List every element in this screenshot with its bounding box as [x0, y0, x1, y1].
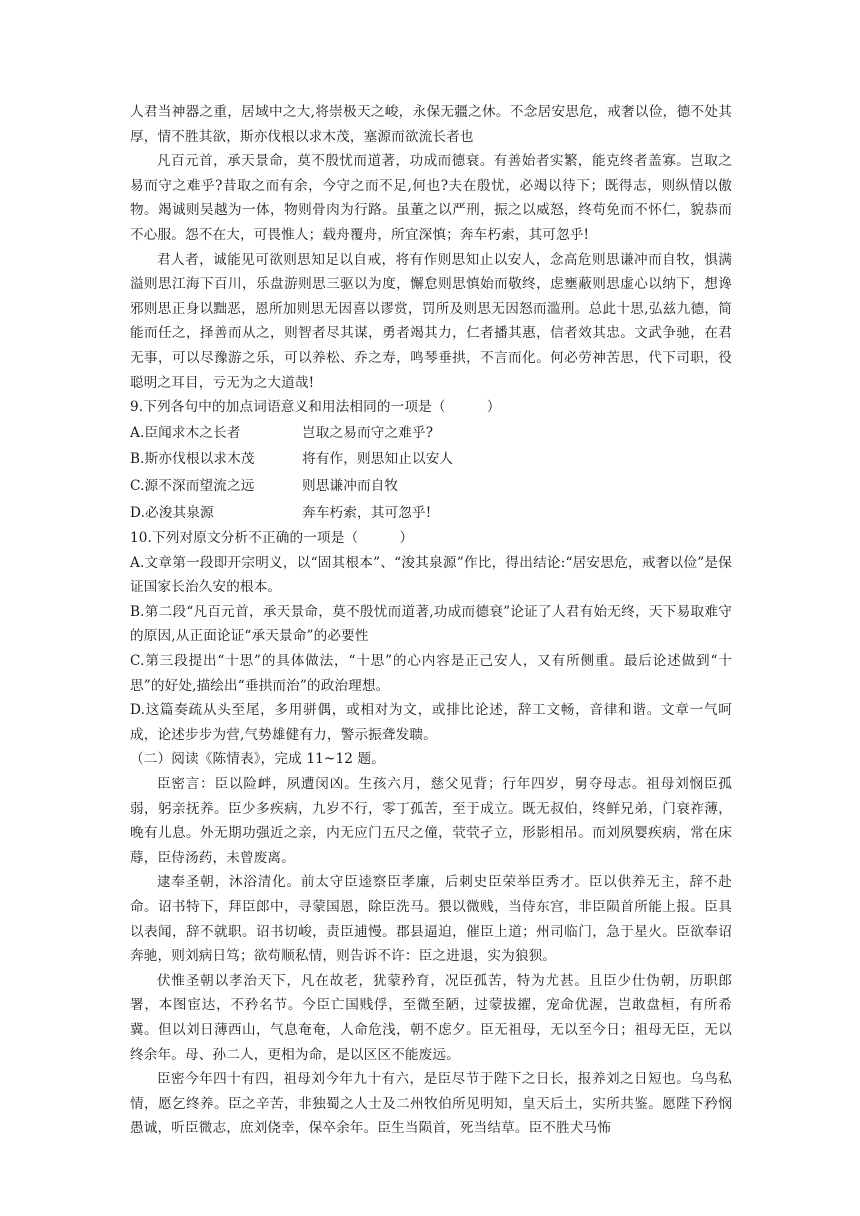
question-10-option-a: A.文章第一段即开宗明义，以“固其根本”、“浚其泉源”作比，得出结论:“居安思危，戒奢以俭”是保证国家长治久安的根本。: [130, 554, 732, 596]
section-2-heading: （二）阅读《陈情表》，完成 11~12 题。: [130, 751, 386, 768]
option-sentence-right: 将有作，则思知止以安人: [302, 451, 454, 468]
option-sentence-left: C.源不深而望流之远: [130, 477, 255, 494]
passage2-paragraph-4: 臣密今年四十有四，祖母刘今年九十有六，是臣尽节于陛下之日长，报养刘之日短也。乌鸟私情，愿乞终养。臣之辛苦，非独蜀之人士及二州牧伯所见明知，皇天后土，实所共鉴。愿陛下矜悯愚诚，听臣微志，庶刘侥幸，保卒余年。臣生当陨首，死当结草。臣不胜犬马怖: [130, 1071, 732, 1137]
option-sentence-right: 岂取之易而守之难乎?: [302, 424, 434, 441]
option-sentence-left: D.必浚其泉源: [130, 504, 214, 521]
question-10-option-c: C.第三段提出“十思”的具体做法，“十思”的心内容是正己安人，又有所侧重。最后论述做到“十思”的好处,描绘出“垂拱而治”的政治理想。: [130, 653, 732, 694]
passage1-paragraph-3: 君人者，诚能见可欲则思知足以自戒，将有作则思知止以安人，念高危则思谦冲而自牧，惧满溢则思江海下百川，乐盘游则思三驱以为度，懈怠则思慎始而敬终，虑壅蔽则思虚心以纳下，想谗邪则思正身以黜恶，恩所加则思无因喜以谬赏，罚所及则思无因怒而滥刑。总此十思,弘兹九德，简能而任之，择善而从之，则智者尽其谋，勇者竭其力，仁者播其惠，信者效其忠。文武争驰，在君无事，可以尽豫游之乐，可以养松、乔之寿，鸣琴垂拱，不言而化。何必劳神苦思，代下司职，役聪明之耳目，亏无为之大道哉!: [130, 251, 732, 391]
question-10-stem: 10.下列对原文分析不正确的一项是（ ）: [130, 530, 414, 547]
passage2-paragraph-2: 逮奉圣朝，沐浴清化。前太守臣逵察臣孝廉，后刺史臣荣举臣秀才。臣以供养无主，辞不赴命。诏书特下，拜臣郎中，寻蒙国恩，除臣洗马。猥以微贱，当侍东宫，非臣陨首所能上报。臣具以表闻，辞不就职。诏书切峻，责臣逋慢。郡县逼迫，催臣上道；州司临门，急于星火。臣欲奉诏奔驰，则刘病日笃；欲苟顺私情，则告诉不许：臣之进退，实为狼狈。: [130, 874, 732, 965]
question-9-option-b: [130, 446, 732, 473]
question-10-option-d: D.这篇奏疏从头至尾，多用骈偶，或相对为文，或排比论述，辞工文畅，音律和谐。文章一气呵成，论述步步为营,气势雄健有力，警示振聋发聩。: [130, 702, 732, 743]
option-sentence-left: A.臣闻求木之长者: [130, 424, 241, 441]
question-10-option-b: B.第二段“凡百元首，承天景命，莫不殷忧而道著,功成而德衰”论证了人君有始无终，天下易取难守的原因,从正面论证“承天景命”的必要性: [130, 603, 732, 645]
passage1-paragraph-2: 凡百元首，承天景命，莫不殷忧而道著，功成而德衰。有善始者实繁，能克终者盖寡。岂取之易而守之难乎?昔取之而有余，今守之而不足,何也?夫在殷忧，必竭以待下；既得志，则纵情以傲物。竭诚则吴越为一体，物则骨肉为行路。虽董之以严刑，振之以威怒，终苟免而不怀仁，貌恭而不心服。怨不在大，可畏惟人；载舟覆舟，所宜深慎；奔车朽索，其可忽乎!: [130, 153, 732, 243]
question-9-option-d: [130, 500, 732, 527]
option-sentence-right: 奔车朽索，其可忽乎!: [302, 504, 432, 521]
question-9-option-a: [130, 420, 732, 447]
question-9-stem: 9.下列各句中的加点词语意义和用法相同的一项是（ ）: [130, 399, 501, 416]
question-9-option-c: [130, 473, 732, 500]
passage1-paragraph-1: 人君当神器之重，居域中之大,将崇极天之峻，永保无疆之休。不念居安思危，戒奢以俭，德不处其厚，情不胜其欲，斯亦伐根以求木茂，塞源而欲流长者也: [130, 104, 732, 145]
option-sentence-right: 则思谦冲而自牧: [302, 477, 399, 494]
passage2-paragraph-3: 伏惟圣朝以孝治天下，凡在故老，犹蒙矜育，况臣孤苦，特为尤甚。且臣少仕伪朝，历职郎署，本图宦达，不矜名节。今臣亡国贱俘，至微至陋，过蒙拔擢，宠命优渥，岂敢盘桓，有所希冀。但以刘日薄西山，气息奄奄，人命危浅，朝不虑夕。臣无祖母，无以至今日；祖母无臣，无以终余年。母、孙二人，更相为命，是以区区不能废远。: [130, 972, 732, 1063]
document-body: [130, 100, 732, 1141]
passage2-paragraph-1: 臣密言：臣以险衅，夙遭闵凶。生孩六月，慈父见背；行年四岁，舅夺母志。祖母刘悯臣孤弱，躬亲抚养。臣少多疾病，九岁不行，零丁孤苦，至于成立。既无叔伯，终鲜兄弟，门衰祚薄，晚有儿息。外无期功强近之亲，内无应门五尺之僮，茕茕孑立，形影相吊。而刘夙婴疾病，常在床蓐，臣侍汤药，未曾废离。: [130, 776, 732, 866]
option-sentence-left: B.斯亦伐根以求木茂: [130, 451, 255, 468]
